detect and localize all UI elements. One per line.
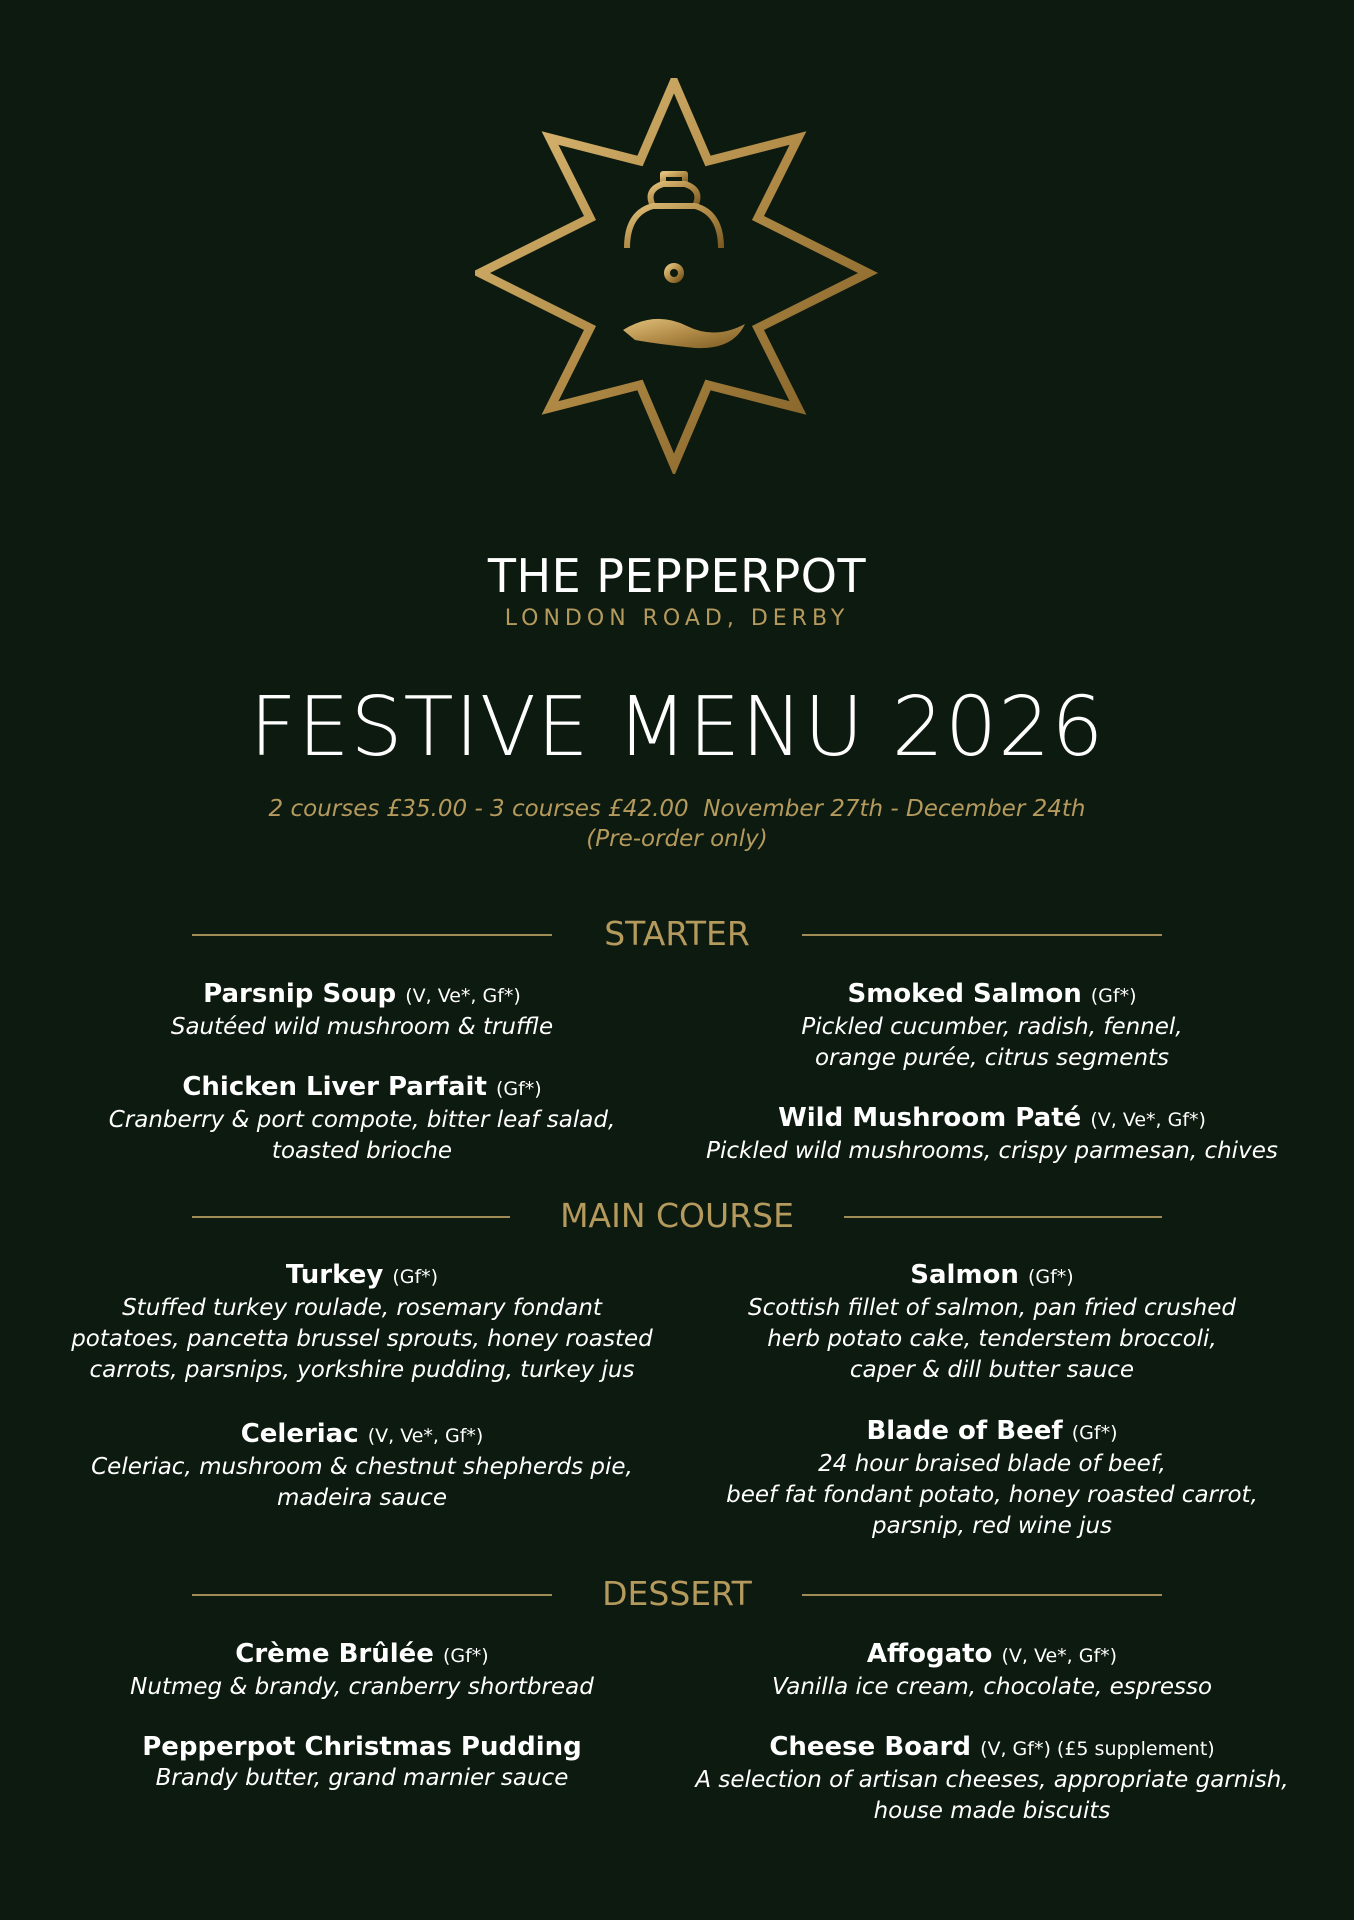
dish-title [682, 1731, 1302, 1765]
dish-description: Scottish fillet of salmon, pan fried crushed [748, 1295, 1236, 1321]
dish-description: Cranberry & port compote, bitter leaf salad, [108, 1107, 616, 1133]
dish-description: Brandy butter, grand marnier sauce [155, 1765, 569, 1791]
dietary-tags: (V, Ve*, Gf*) [405, 985, 521, 1007]
dish-item [52, 1638, 672, 1703]
dish-title [682, 1415, 1302, 1449]
dish-description: madeira sauce [277, 1485, 447, 1511]
dish-description: parsnip, red wine jus [871, 1513, 1113, 1539]
dish-item [682, 1415, 1302, 1542]
dish-item [52, 978, 672, 1043]
dish-description: herb potato cake, tenderstem broccoli, [767, 1326, 1217, 1352]
dish-description: beef fat fondant potato, honey roasted carrot, [726, 1482, 1258, 1508]
pricing-note: (Pre-order only) [586, 826, 768, 852]
section-title-starter: STARTER [604, 914, 750, 953]
dish-name: Turkey [285, 1260, 384, 1290]
restaurant-location: LONDON ROAD, DERBY [504, 606, 850, 631]
restaurant-name: THE PEPPERPOT [487, 549, 867, 603]
section-header-starter [0, 914, 1354, 954]
dish-description: orange purée, citrus segments [814, 1045, 1170, 1071]
section-title-main-course: MAIN COURSE [560, 1196, 794, 1235]
dish-description: Stuffed turkey roulade, rosemary fondant [122, 1295, 602, 1321]
dish-title [682, 1638, 1302, 1672]
dietary-tags: (Gf*) [392, 1266, 439, 1288]
dish-name: Pepperpot Christmas Pudding [142, 1732, 582, 1762]
dish-title [52, 1418, 672, 1452]
dish-name: Affogato [866, 1639, 993, 1669]
dish-name: Wild Mushroom Paté [778, 1103, 1082, 1133]
dish-description: Vanilla ice cream, chocolate, espresso [771, 1674, 1213, 1700]
dish-title [682, 1259, 1302, 1293]
dish-title [682, 978, 1302, 1012]
dish-title [52, 1638, 672, 1672]
dish-description: Nutmeg & brandy, cranberry shortbread [130, 1674, 594, 1700]
dish-name: Blade of Beef [866, 1416, 1063, 1446]
dish-description: Pickled wild mushrooms, crispy parmesan, chives [706, 1138, 1278, 1164]
dish-item [52, 1731, 672, 1794]
dish-description: potatoes, pancetta brussel sprouts, honey roasted [71, 1326, 653, 1352]
dietary-tags: (Gf*) [1027, 1266, 1074, 1288]
pricing-line: 2 courses £35.00 - 3 courses £42.00 November 27th - December 24th [268, 796, 1086, 822]
section-header-dessert [0, 1574, 1354, 1614]
dish-description: caper & dill butter sauce [849, 1357, 1135, 1383]
dietary-tags: (V, Ve*, Gf*) [1001, 1645, 1118, 1667]
pricing-info [0, 794, 1354, 854]
dietary-tags: (V, Ve*, Gf*) [367, 1425, 484, 1447]
dish-description: Celeriac, mushroom & chestnut shepherds pie, [91, 1454, 633, 1480]
section-header-main-course [0, 1196, 1354, 1236]
dish-description: house made biscuits [873, 1798, 1111, 1824]
dish-description: 24 hour braised blade of beef, [818, 1451, 1166, 1477]
menu-title: FESTIVE MENU 2026 [249, 680, 1105, 775]
dish-name: Salmon [910, 1260, 1019, 1290]
dish-title [52, 1071, 672, 1105]
dish-item [52, 1071, 672, 1167]
dietary-tags: (V, Ve*, Gf*) [1090, 1109, 1206, 1131]
section-title-dessert: DESSERT [602, 1574, 752, 1613]
dish-description: Pickled cucumber, radish, fennel, [801, 1014, 1183, 1040]
dietary-tags: (Gf*) [495, 1078, 542, 1100]
dietary-tags: (Gf*) [1071, 1422, 1118, 1444]
dish-description: carrots, parsnips, yorkshire pudding, turkey jus [89, 1357, 635, 1383]
dish-item [682, 1731, 1302, 1827]
star-pepperpot-logo-icon [475, 78, 879, 474]
dish-item [52, 1259, 672, 1386]
dish-title [682, 1102, 1302, 1136]
dish-item [682, 978, 1302, 1074]
dish-item [52, 1418, 672, 1514]
dish-description: toasted brioche [271, 1138, 453, 1164]
dish-item [682, 1259, 1302, 1386]
dish-name: Celeriac [240, 1419, 359, 1449]
dietary-tags: (V, Gf*) (£5 supplement) [980, 1738, 1215, 1760]
dish-item [682, 1102, 1302, 1167]
dish-title [52, 1259, 672, 1293]
dish-item [682, 1638, 1302, 1703]
dish-description: Sautéed wild mushroom & truffle [170, 1014, 554, 1040]
dish-name: Parsnip Soup [203, 979, 397, 1009]
dish-name: Chicken Liver Parfait [182, 1072, 487, 1102]
dish-name: Smoked Salmon [847, 979, 1082, 1009]
dietary-tags: (Gf*) [1090, 985, 1137, 1007]
dish-title [52, 1731, 672, 1763]
dish-name: Cheese Board [769, 1732, 971, 1762]
dietary-tags: (Gf*) [442, 1645, 489, 1667]
dish-name: Crème Brûlée [235, 1639, 434, 1669]
dish-title [52, 978, 672, 1012]
dish-description: A selection of artisan cheeses, appropriate garnish, [695, 1767, 1289, 1793]
